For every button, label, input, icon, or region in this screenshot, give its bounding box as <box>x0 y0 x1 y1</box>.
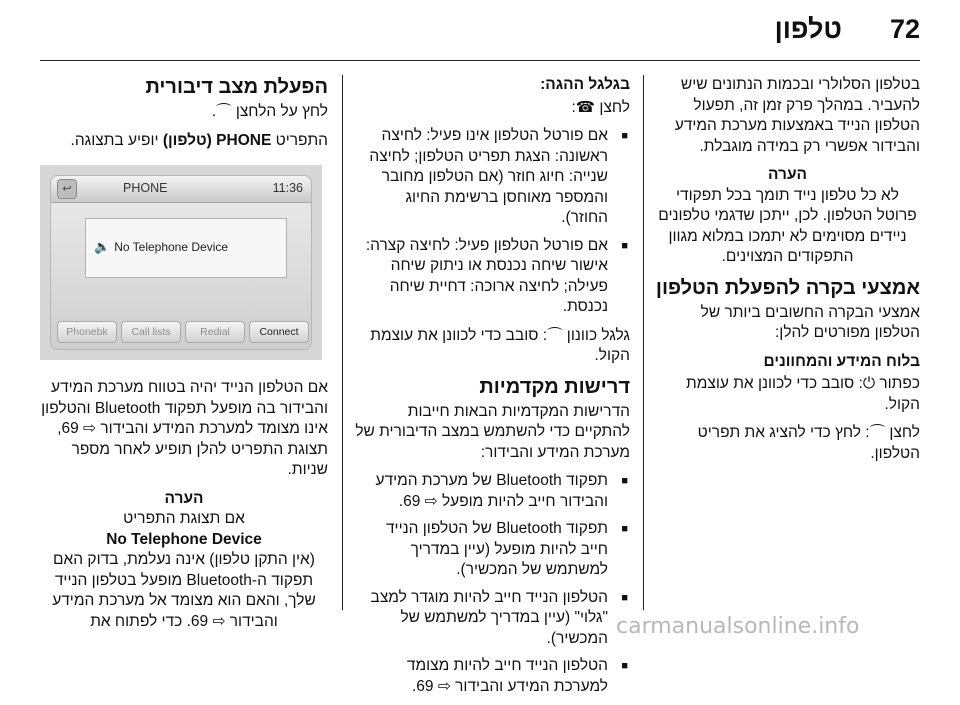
section-heading-requirements: דרישות מקדמיות <box>479 375 630 398</box>
connect-button: Connect <box>249 321 309 343</box>
panel-knob-paragraph: כפתור ⏻: סובב כדי לכוונן את עוצמת הקול. <box>686 375 920 413</box>
column-middle <box>355 75 630 705</box>
note-menu-name: No Telephone Device <box>106 530 262 548</box>
column-left <box>40 75 328 159</box>
text-fragment: התפריט <box>271 131 328 149</box>
page-header <box>0 0 960 62</box>
list-item: ■ אם פורטל הטלפון אינו פעיל: לחיצה ראשונה: הצגת תפריט הטלפון; לחיצה שנייה: חיוג חוזר (אם הטלפון מחובר והמספר מאוחסן ברשימת החיוג החוזר). <box>355 126 630 229</box>
text-fragment: יופיע בתצוגה. <box>70 131 163 149</box>
menu-name: PHONE (טלפון) <box>162 131 272 149</box>
section-heading-handsfree: הפעלת מצב דיבורית <box>145 76 328 98</box>
note-body: לא כל טלפון נייד תומך בכל תפקודי פרוטל הטלפון. לכן, ייתכן שדגמי טלפונים ניידים מסוימים לא יתמכו במלוא מגוון התפקודים המצוינים. <box>658 186 917 265</box>
page-title: טלפון <box>774 14 842 44</box>
page-number: 72 <box>889 14 920 44</box>
wheel-paragraph: גלגל כוונון ⌒: סובב כדי לכוונן את עוצמת הקול. <box>370 326 630 364</box>
handsfree-step1: לחץ על הלחצן ⌒. <box>211 103 328 120</box>
requirements-bullets <box>355 471 630 697</box>
note-line: אם תצוגת התפריט <box>123 510 245 527</box>
display-message: No Telephone Device <box>114 240 229 254</box>
column-left-lower <box>40 378 328 632</box>
after-screenshot-paragraph: אם הטלפון הנייד יהיה בטווח מערכת המידע והבידור בה מופעל תפקוד Bluetooth והטלפון אינו מצומד למערכת המידע והבידור ⇨ 69, תצוגת התפריט להלן תופיע לאחר מספר שניות. <box>41 379 328 478</box>
intro-paragraph: בטלפון הסלולרי ובכמות הנתונים שיש להעביר. במהלך פרק זמן זה, תפעול הטלפון הנייד באמצעות מערכת המידע והבידור אפשרי רק במידה מוגבלת. <box>674 76 920 155</box>
call-lists-button: Call lists <box>121 321 181 343</box>
section-heading-controls: אמצעי בקרה להפעלת הטלפון <box>655 276 920 299</box>
header-rule <box>40 60 920 61</box>
display-frame <box>50 175 312 350</box>
list-item: ■ תפקוד Bluetooth של הטלפון הנייד חייב להיות מופעל (עיין במדריך למשתמש של המכשיר). <box>355 519 630 581</box>
list-item: ■ תפקוד Bluetooth של מערכת המידע והבידור חייב להיות מופעל ⇨ 69. <box>355 471 630 512</box>
column-divider-right <box>643 75 644 610</box>
back-icon: ↩ <box>57 179 77 199</box>
requirements-intro: הדרישות המקדמיות הבאות חייבות להתקיים כדי להשתמש במצב הדיבורית של מערכת המידע והבידור: <box>355 402 630 461</box>
speaker-icon: 🔈 <box>94 239 111 254</box>
panel-button-paragraph: לחצן ⌒: לחץ כדי להציג את תפריט הטלפון. <box>697 424 920 462</box>
subheading-info-panel: בלוח המידע והמחוונים <box>763 352 920 370</box>
column-divider-left <box>342 75 343 610</box>
list-item: ■ הטלפון הנייד חייב להיות מצומד למערכת המידע והבידור ⇨ 69. <box>355 656 630 697</box>
phonebook-button: Phonebk <box>57 321 117 343</box>
display-title: PHONE <box>123 181 168 195</box>
subheading-steering-wheel: בגלגל ההגה: <box>540 76 630 93</box>
column-right <box>655 75 920 472</box>
watermark: carmanualsonline.info <box>616 614 860 639</box>
steering-bullets <box>355 126 630 318</box>
display-titlebar <box>51 176 311 203</box>
redial-button: Redial <box>185 321 245 343</box>
note-title: הערה <box>768 166 807 183</box>
controls-paragraph: אמצעי הבקרה החשובים ביותר של הטלפון מפורטים להלן: <box>700 303 920 341</box>
handsfree-step2 <box>40 131 328 152</box>
display-clock: 11:36 <box>272 181 303 195</box>
display-message-panel <box>85 218 287 278</box>
message-row <box>94 239 228 255</box>
note-title: הערה <box>164 489 204 507</box>
list-item: ■ אם פורטל הטלפון פעיל: לחיצה קצרה: אישור שיחה נכנסת או ניתוק שיחה פעילה; לחיצה ארוכה: דחיית שיחה נכנסת. <box>355 236 630 318</box>
display-screenshot <box>40 165 322 360</box>
display-button-bar <box>57 321 305 343</box>
steering-button-paragraph: לחצן ☎: <box>571 98 630 116</box>
list-item: ■ הטלפון הנייד חייב להיות מוגדר למצב "גלוי" (עיין במדריך למשתמש של המכשיר). <box>355 588 630 650</box>
note-line: (אין התקן טלפון) אינה נעלמת, בדוק האם תפקוד ה-Bluetooth מופעל בטלפון הנייד שלך, והאם הוא מצומד אל מערכת המידע והבידור ⇨ 69. כדי לפתוח את <box>52 551 316 630</box>
